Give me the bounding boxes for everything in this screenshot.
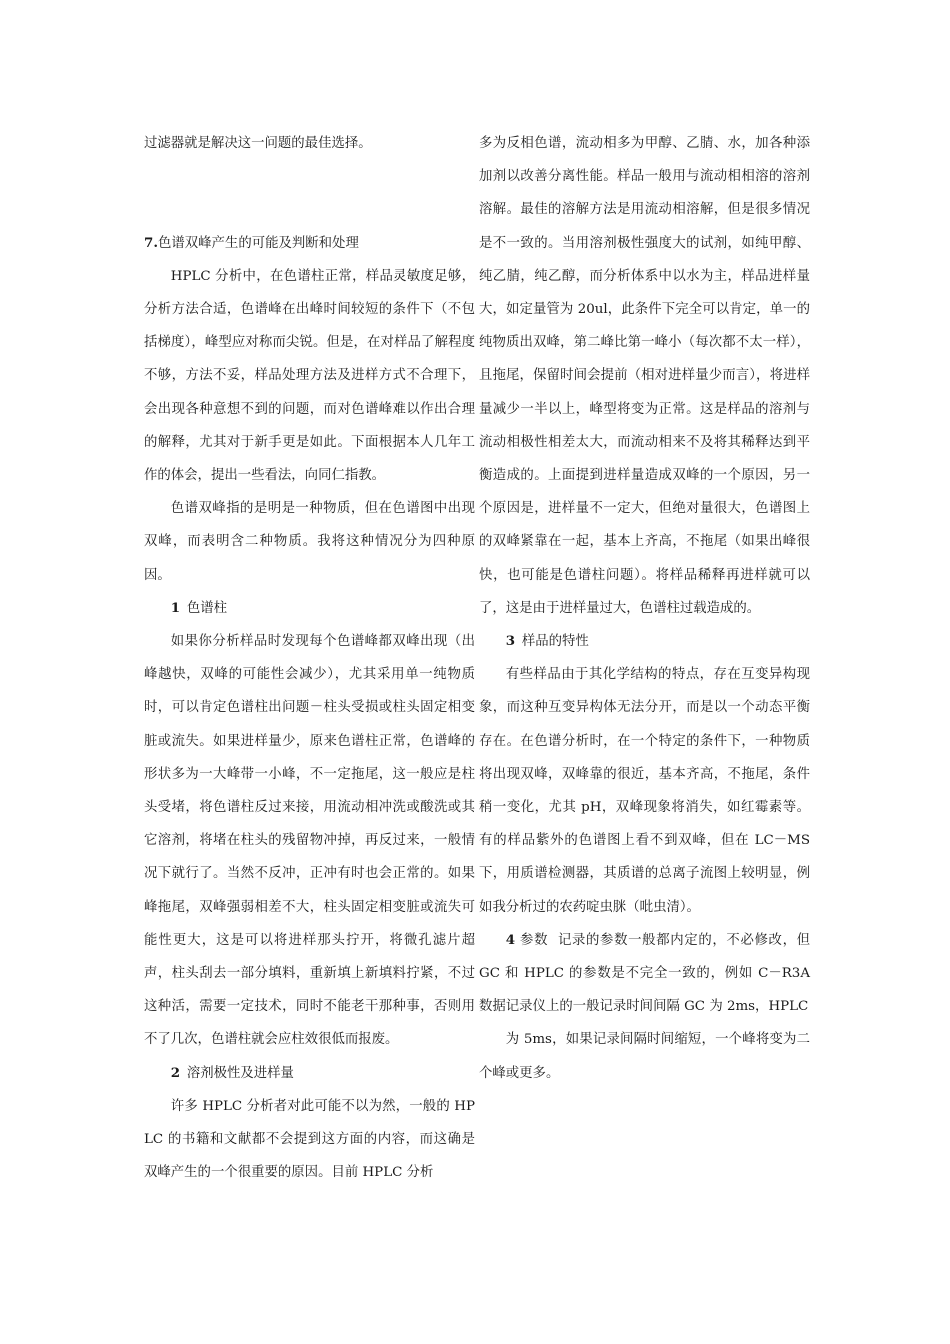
paragraph-hplc-intro: HPLC 分析中，在色谱柱正常，样品灵敏度足够，分析方法合适，色谱峰在出峰时间较短的条件下（不包括梯度），峰型应对称而尖锐。但是，在对样品了解程度不够，方法不妥，样品处理方法及进样方式不合理下，会出现各种意想不到的问题，而对色谱峰难以作出合理的解释，尤其对于新手更是如此。下面根据本人几年工作的体会，提出一些看法，向同仁指教。: [144, 268, 475, 484]
paragraph-tautomerism: 有些样品由于其化学结构的特点，存在互变异构现象，而这种互变异构体无法分开，而是以一个动态平衡存在。在色谱分析时，在一个特定的条件下，一种物质将出现双峰，双峰靠的很近，基本齐高，不拖尾，条件稍一变化，尤其 pH，双峰现象将消失，如红霉素等。有的样品紫外的色谱图上看不到双峰，但在 LC－MS 下，用质谱检测器，其质谱的总离子流图上较明显，例如我分析过的农药啶虫脒（吡虫清）。: [479, 667, 810, 915]
subheading-number: 1: [170, 599, 181, 616]
subheading-number: 4: [505, 931, 516, 948]
paragraph-parameters: [479, 924, 810, 1024]
section-heading-7: [144, 227, 475, 260]
subheading-title: 样品的特性: [521, 634, 589, 650]
blank-space: [144, 160, 475, 226]
subheading-title: 色谱柱: [186, 600, 227, 616]
paragraph-solvent-continued: 多为反相色谱，流动相多为甲醇、乙腈、水，加各种添加剂以改善分离性能。样品一般用与流动相相溶的溶剂溶解。最佳的溶解方法是用流动相溶解，但是很多情况是不一致的。当用溶剂极性强度大的试剂，如纯甲醇、纯乙腈，纯乙醇，而分析体系中以水为主，样品进样量大，如定量管为 20ul，此条件下完全可以肯定，单一的纯物质出双峰，第二峰比第一峰小（每次都不太一样），且拖尾，保留时间会提前（相对进样量少而言），将进样量减少一半以上，峰型将变为正常。这是样品的溶剂与流动相极性相差太大，而流动相来不及将其稀释达到平衡造成的。上面提到进样量造成双峰的一个原因，另一个原因是，进样量不一定大，但绝对量很大，色谱图上的双峰紧靠在一起，基本上齐高，不拖尾（如果出峰很快，也可能是色谱柱问题）。将样品稀释再进样就可以了，这是由于进样量过大，色谱柱过载造成的。: [479, 136, 810, 616]
subheading-title: 溶剂极性及进样量: [186, 1065, 294, 1081]
paragraph-double-peak-definition: 色谱双峰指的是明是一种物质，但在色谱图中出现双峰，而表明含二种物质。我将这种情况分为四种原因。: [144, 501, 475, 583]
paragraph-filter-conclusion: 过滤器就是解决这一问题的最佳选择。: [144, 136, 372, 151]
subheading-number: 2: [170, 1064, 181, 1081]
paragraph-solvent-intro: 许多 HPLC 分析者对此可能不以为然，一般的 HPLC 的书籍和文献都不会提到这方面的内容，而这确是双峰产生的一个很重要的原因。目前 HPLC 分析: [144, 1098, 475, 1181]
subheading-title: 参数: [520, 932, 549, 948]
left-column: [144, 127, 475, 1189]
paragraph-parameters-end: 为 5ms，如果记录间隔时间缩短，一个峰将变为二个峰或更多。: [479, 1032, 810, 1081]
paragraph-column-issues: 如果你分析样品时发现每个色谱峰都双峰出现（出峰越快，双峰的可能性会减少），尤其采用单一纯物质时，可以肯定色谱柱出问题－柱头受损或柱头固定相变脏或流失。如果进样量少，原来色谱柱正常，色谱峰的形状多为一大峰带一小峰，不一定拖尾，这一般应是柱头受堵，将色谱柱反过来接，用流动相冲洗或酸洗或其它溶剂，将堵在柱头的残留物冲掉，再反过来，一般情况下就行了。当然不反冲，正冲有时也会正常的。如果峰拖尾，双峰强弱相差不大，柱头固定相变脏或流失可能性更大，这是可以将进样那头拧开，将微孔滤片超声，柱头刮去一部分填料，重新填上新填料拧紧，不过这种活，需要一定技术，同时不能老干那种事，否则用不了几次，色谱柱就会应柱效很低而报废。: [144, 634, 475, 1048]
subheading-solvent-polarity: [144, 1057, 475, 1090]
right-column: [479, 127, 810, 1090]
parameters-text: 记录的参数一般都内定的，不必修改，但 GC 和 HPLC 的参数是不完全一致的，例如 C－R3A 数据记录仪上的一般记录时间间隔 GC 为 2ms，HPLC: [479, 932, 811, 1015]
subheading-sample-properties: [479, 625, 810, 658]
subheading-number: 3: [505, 633, 516, 650]
subheading-column: [144, 592, 475, 625]
section-number: 7.: [144, 234, 158, 251]
section-title: 色谱双峰产生的可能及判断和处理: [157, 235, 359, 251]
